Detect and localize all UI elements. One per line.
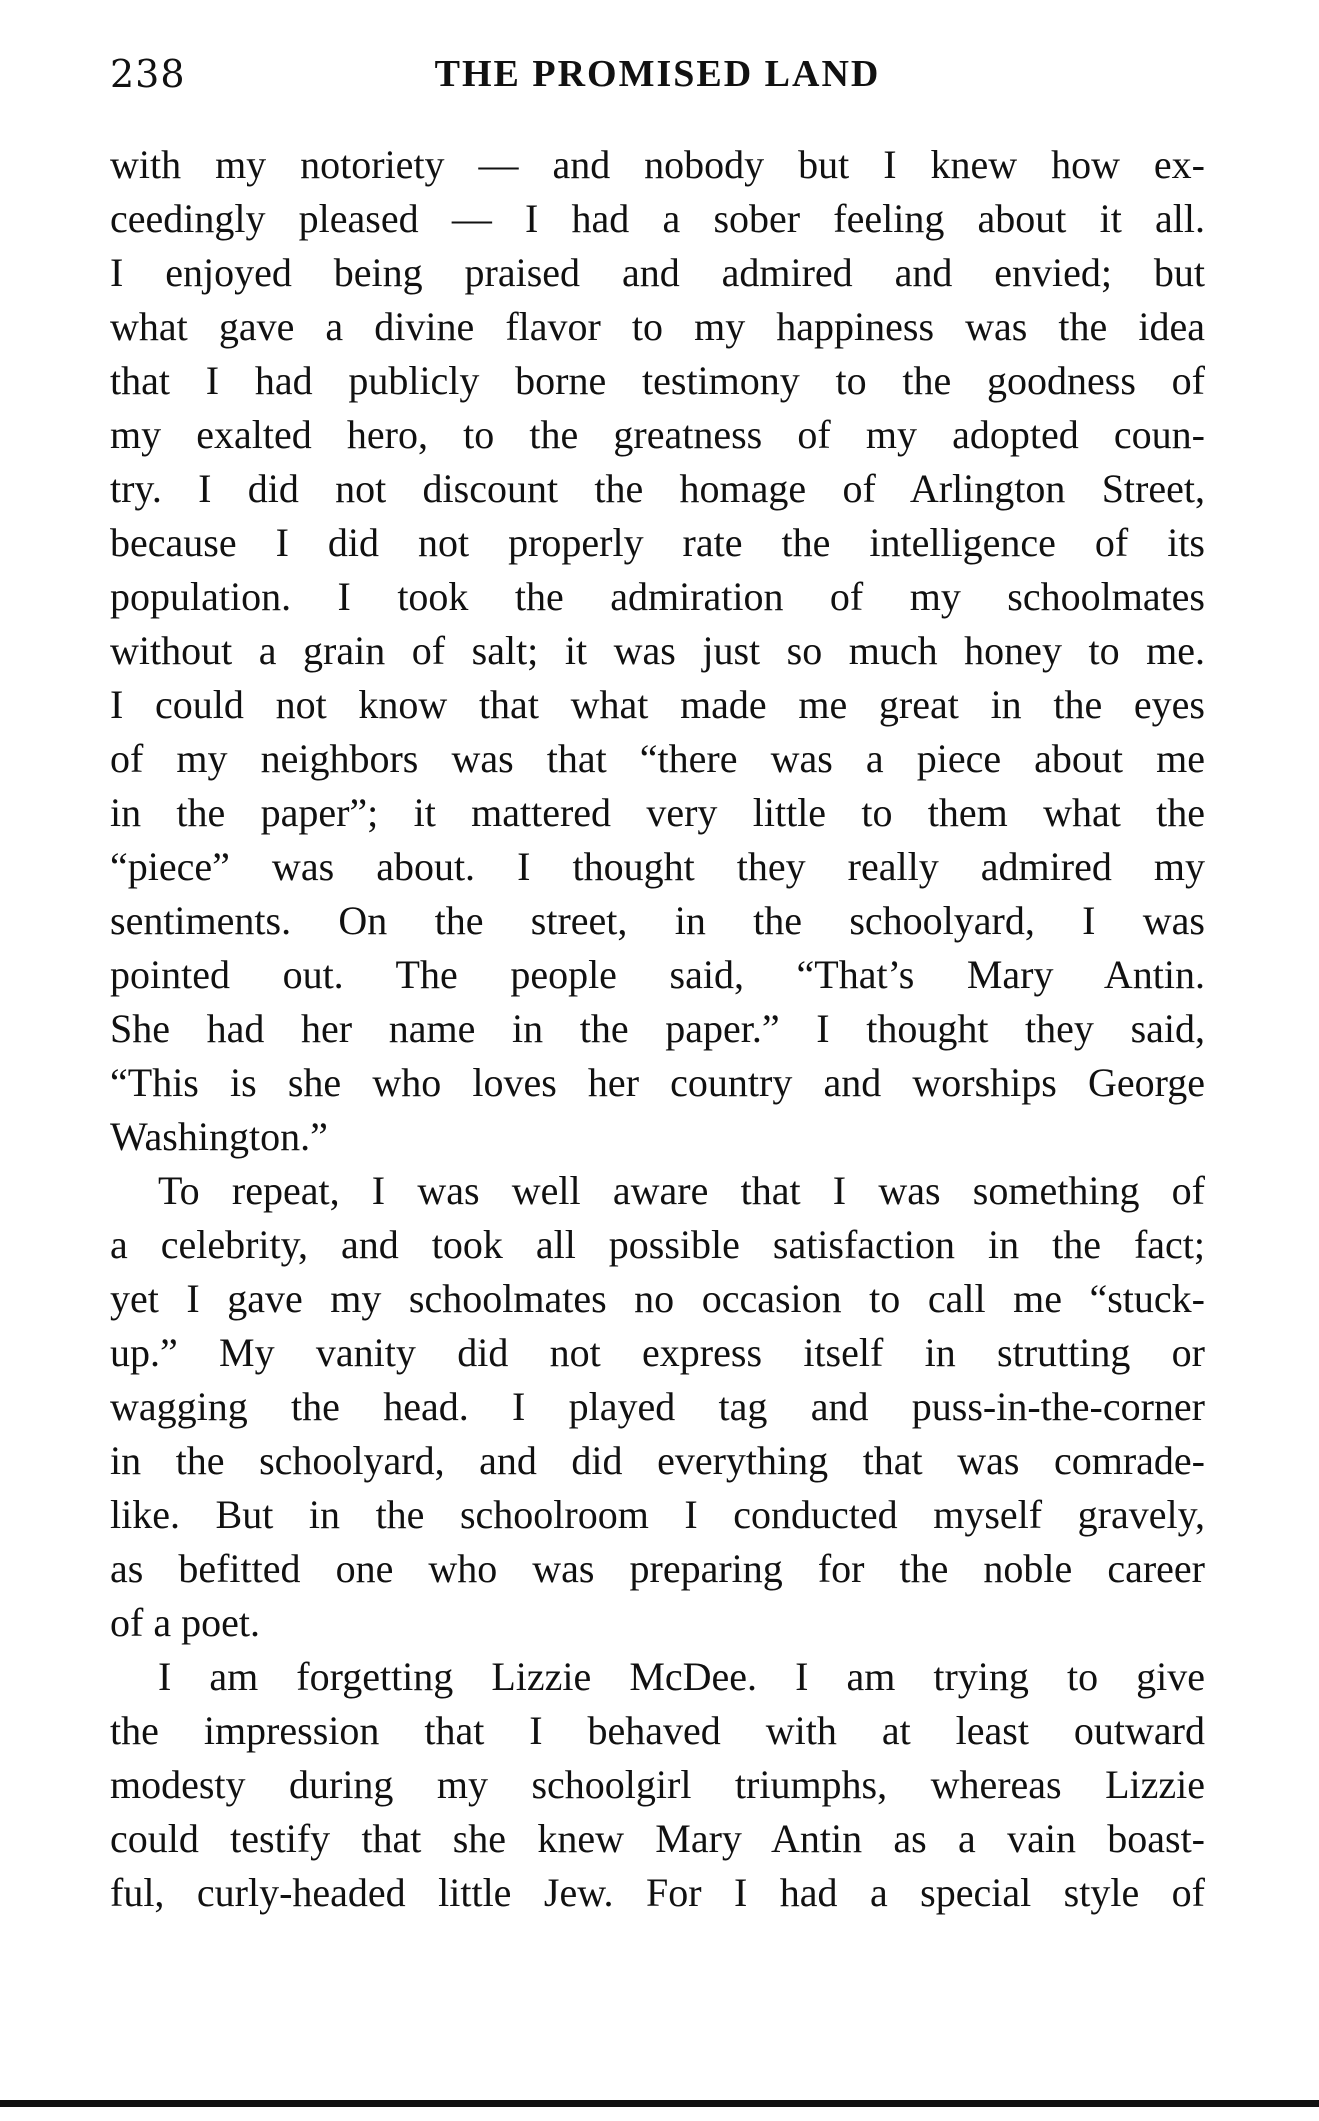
text-line: population. I took the admiration of my schoolmates (110, 574, 1205, 619)
text-line: that I had publicly borne testimony to the goodness of (110, 358, 1205, 403)
text-line: Washington.” (110, 1114, 328, 1159)
text-line: ful, curly-headed little Jew. For I had a special style of (110, 1870, 1205, 1915)
text-line: my exalted hero, to the greatness of my adopted coun- (110, 412, 1205, 457)
page-number: 238 (110, 52, 186, 96)
text-line: the impression that I behaved with at least outward (110, 1708, 1205, 1753)
text-line: as befitted one who was preparing for the noble career (110, 1546, 1205, 1591)
text-line: sentiments. On the street, in the schoolyard, I was (110, 898, 1205, 943)
text-line: pointed out. The people said, “That’s Mary Antin. (110, 952, 1205, 997)
text-line: a celebrity, and took all possible satisfaction in the fact; (110, 1222, 1205, 1267)
text-line: I enjoyed being praised and admired and envied; but (110, 250, 1205, 295)
page-header (110, 52, 1205, 112)
running-title: THE PROMISED LAND (434, 53, 881, 95)
text-line: because I did not properly rate the intelligence of its (110, 520, 1205, 565)
text-line: in the schoolyard, and did everything that was comrade- (110, 1438, 1205, 1483)
text-line: ceedingly pleased — I had a sober feeling about it all. (110, 196, 1205, 241)
text-line: “This is she who loves her country and worships George (110, 1060, 1205, 1105)
text-line: modesty during my schoolgirl triumphs, whereas Lizzie (110, 1762, 1205, 1807)
text-line: I am forgetting Lizzie McDee. I am trying to give (158, 1654, 1205, 1699)
text-line: what gave a divine flavor to my happiness was the idea (110, 304, 1205, 349)
text-line: in the paper”; it mattered very little to them what the (110, 790, 1205, 835)
text-line: of my neighbors was that “there was a piece about me (110, 736, 1205, 781)
text-line: try. I did not discount the homage of Arlington Street, (110, 466, 1205, 511)
text-line: To repeat, I was well aware that I was something of (158, 1168, 1205, 1213)
bottom-border (0, 2100, 1319, 2107)
text-line: I could not know that what made me great in the eyes (110, 682, 1205, 727)
text-line: like. But in the schoolroom I conducted myself gravely, (110, 1492, 1205, 1537)
text-line: could testify that she knew Mary Antin as a vain boast- (110, 1816, 1205, 1861)
body-text (110, 138, 1205, 1920)
text-line: up.” My vanity did not express itself in strutting or (110, 1330, 1205, 1375)
text-line: wagging the head. I played tag and puss-in-the-corner (110, 1384, 1205, 1429)
text-line: “piece” was about. I thought they really admired my (110, 844, 1205, 889)
text-line: of a poet. (110, 1600, 260, 1645)
text-line: yet I gave my schoolmates no occasion to call me “stuck- (110, 1276, 1205, 1321)
text-line: without a grain of salt; it was just so much honey to me. (110, 628, 1205, 673)
text-line: with my notoriety — and nobody but I knew how ex- (110, 142, 1205, 187)
text-line: She had her name in the paper.” I thought they said, (110, 1006, 1205, 1051)
